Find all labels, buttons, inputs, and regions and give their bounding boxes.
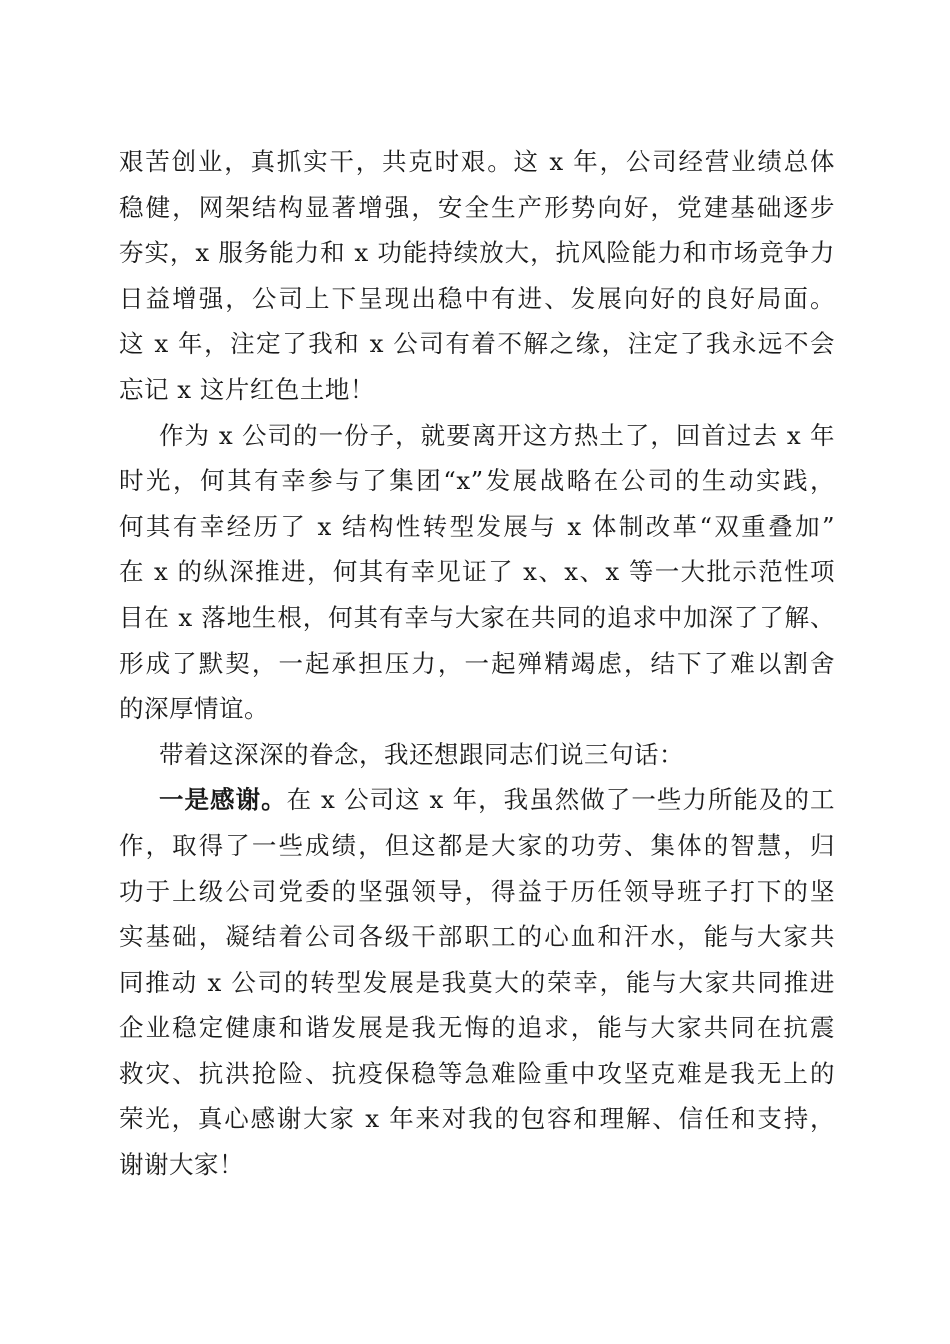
paragraph-1 — [119, 139, 835, 413]
lead-line-rest: 在 x 公司这 x 年，我虽然做了一些力所能及的工 — [286, 785, 835, 815]
text-line: 时光，何其有幸参与了集团“x”发展战略在公司的生动实践， — [119, 466, 835, 496]
text-line: 形成了默契，一起承担压力，一起殚精竭虑，结下了难以割舍 — [119, 648, 835, 678]
text-line: 在 x 的纵深推进，何其有幸见证了 x、x、x 等一大批示范性项 — [119, 557, 835, 587]
text-line: 实基础，凝结着公司各级干部职工的心血和汗水，能与大家共 — [119, 922, 835, 952]
text-line: 日益增强，公司上下呈现出稳中有进、发展向好的良好局面。 — [119, 283, 835, 313]
text-line: 带着这深深的眷念，我还想跟同志们说三句话： — [159, 739, 684, 769]
paragraph-2 — [119, 413, 835, 732]
text-line: 稳健，网架结构显著增强，安全生产形势向好，党建基础逐步 — [119, 192, 835, 222]
text-line: 目在 x 落地生根，何其有幸与大家在共同的追求中加深了了解、 — [119, 602, 835, 632]
text-line: 艰苦创业，真抓实干，共克时艰。这 x 年，公司经营业绩总体 — [119, 147, 835, 176]
text-line: 作为 x 公司的一份子，就要离开这方热土了，回首过去 x 年 — [159, 420, 835, 450]
text-line: 作，取得了一些成绩，但这都是大家的功劳、集体的智慧，归 — [119, 830, 835, 860]
paragraph-3 — [119, 732, 835, 778]
text-line: 同推动 x 公司的转型发展是我莫大的荣幸，能与大家共同推进 — [119, 967, 835, 997]
text-line: 企业稳定健康和谐发展是我无悔的追求，能与大家共同在抗震 — [119, 1013, 835, 1043]
text-line: 荣光，真心感谢大家 x 年来对我的包容和理解、信任和支持， — [119, 1104, 835, 1134]
text-line: 夯实，x 服务能力和 x 功能持续放大，抗风险能力和市场竞争力 — [119, 238, 835, 268]
text-line: 功于上级公司党委的坚强领导，得益于历任领导班子打下的坚 — [119, 876, 835, 906]
text-line: 何其有幸经历了 x 结构性转型发展与 x 体制改革“双重叠加” — [119, 511, 835, 541]
body-text — [119, 139, 835, 1188]
text-line: 谢谢大家！ — [119, 1150, 244, 1180]
text-line: 救灾、抗洪抢险、抗疫保稳等急难险重中攻坚克难是我无上的 — [119, 1058, 835, 1088]
text-line: 的深厚情谊。 — [119, 694, 269, 724]
paragraph-4 — [119, 777, 835, 1187]
text-line: 忘记 x 这片红色土地！ — [119, 374, 375, 404]
lead-phrase: 一是感谢。 — [159, 785, 287, 815]
text-line — [119, 777, 835, 823]
text-line: 这 x 年，注定了我和 x 公司有着不解之缘，注定了我永远不会 — [119, 329, 835, 359]
